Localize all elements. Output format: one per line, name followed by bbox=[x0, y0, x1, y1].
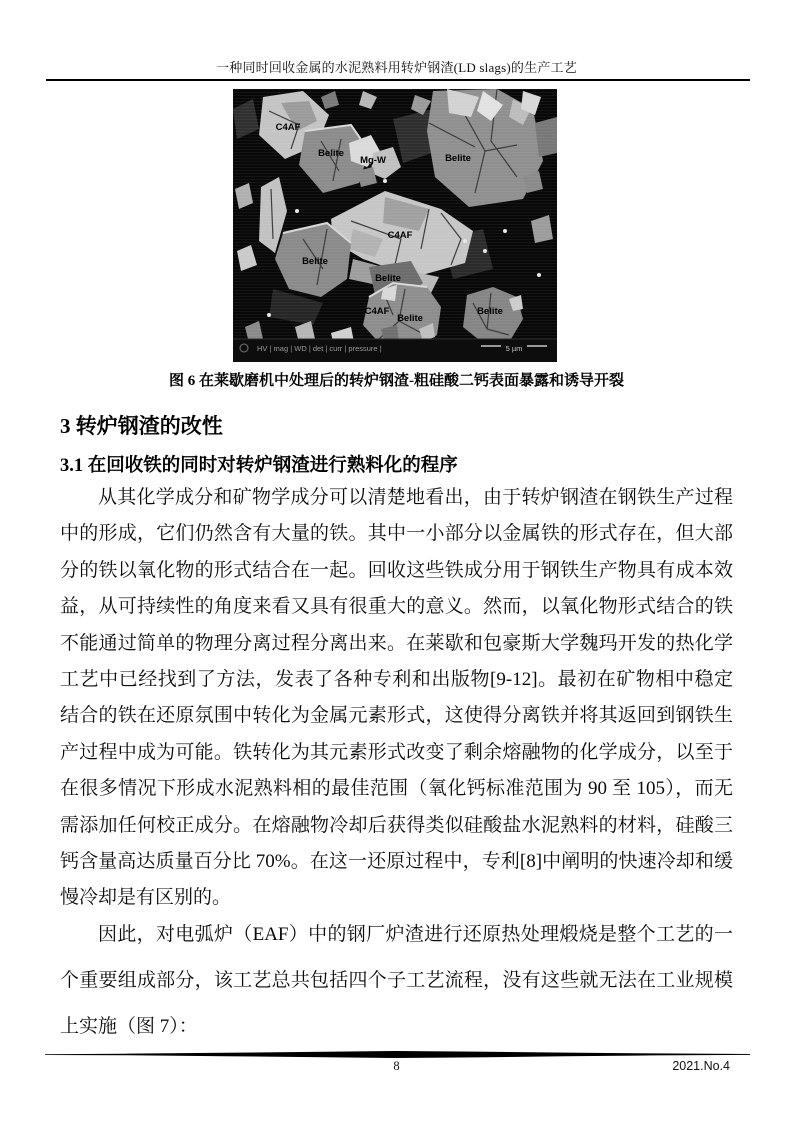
figure-caption: 图 6 在莱歇磨机中处理后的转炉钢渣-粗硅酸二钙表面暴露和诱导开裂 bbox=[169, 373, 624, 389]
sem-statusbar-text: HV | mag | WD | det | curr | pressure | bbox=[257, 344, 382, 353]
sem-label-mgw: Mg-W bbox=[360, 155, 386, 166]
sem-label-belite-2: Belite bbox=[445, 153, 471, 164]
footer-page-number: 8 bbox=[393, 1059, 400, 1073]
sem-label-c4af-1: C4AF bbox=[275, 122, 301, 133]
sem-scalebar-label: 5 µm bbox=[505, 344, 523, 353]
footer-issue-number: 2021.No.4 bbox=[672, 1059, 730, 1073]
sem-statusbar bbox=[233, 339, 557, 362]
section-heading-3: 3 转炉钢渣的改性 bbox=[60, 414, 223, 438]
sem-micrograph-image bbox=[233, 89, 557, 362]
sem-label-c4af-3: C4AF bbox=[364, 306, 390, 317]
section-heading-3-1: 3.1 在回收铁的同时对转炉钢渣进行熟料化的程序 bbox=[60, 456, 458, 476]
sem-label-belite-5: Belite bbox=[397, 313, 423, 324]
header-rule bbox=[46, 79, 750, 81]
footer-rule-bar bbox=[45, 1050, 750, 1059]
sem-label-belite-4: Belite bbox=[375, 273, 401, 284]
paragraph-1: 从其化学成分和矿物学成分可以清楚地看出，由于转炉钢渣在钢铁生产过程中的形成，它们仍然含有大量的铁。其中一小部分以金属铁的形式存在，但大部分的铁以氧化物的形式结合在一起。回收这些铁成分用于钢铁生产物具有成本效益，从可持续性的角度来看又具有很重大的意义。然而，以氧化物形式结合的铁不能通过简单的物理分离过程分离出来。在莱歇和包豪斯大学魏玛开发的热化学工艺中已经找到了方法，发表了各种专利和出版物[9-12]。最初在矿物相中稳定结合的铁在还原氛围中转化为金属元素形式，这使得分离铁并将其返回到钢铁生产过程中成为可能。铁转化为其元素形式改变了剩余熔融物的化学成分，以至于在很多情况下形成水泥熟料相的最佳范围（氧化钙标准范围为 90 至 105），而无需添加任何校正成分。在熔融物冷却后获得类似硅酸盐水泥熟料的材料，硅酸三钙含量高达质量百分比 70%。在这一还原过程中，专利[8]中阐明的快速冷却和缓慢冷却是有区别的。 bbox=[60, 487, 733, 909]
sem-label-c4af-2: C4AF bbox=[387, 230, 413, 241]
sem-label-belite-6: Belite bbox=[477, 306, 503, 317]
page-header-title: 一种同时回收金属的水泥熟料用转炉钢渣(LD slags)的生产工艺 bbox=[216, 60, 577, 75]
sem-label-belite-1: Belite bbox=[318, 148, 344, 159]
paragraph-2: 因此，对电弧炉（EAF）中的钢厂炉渣进行还原热处理煅烧是整个工艺的一个重要组成部分，该工艺总共包括四个子工艺流程，没有这些就无法在工业规模上实施（图 7）： bbox=[60, 924, 733, 1037]
sem-label-belite-3: Belite bbox=[302, 256, 328, 267]
